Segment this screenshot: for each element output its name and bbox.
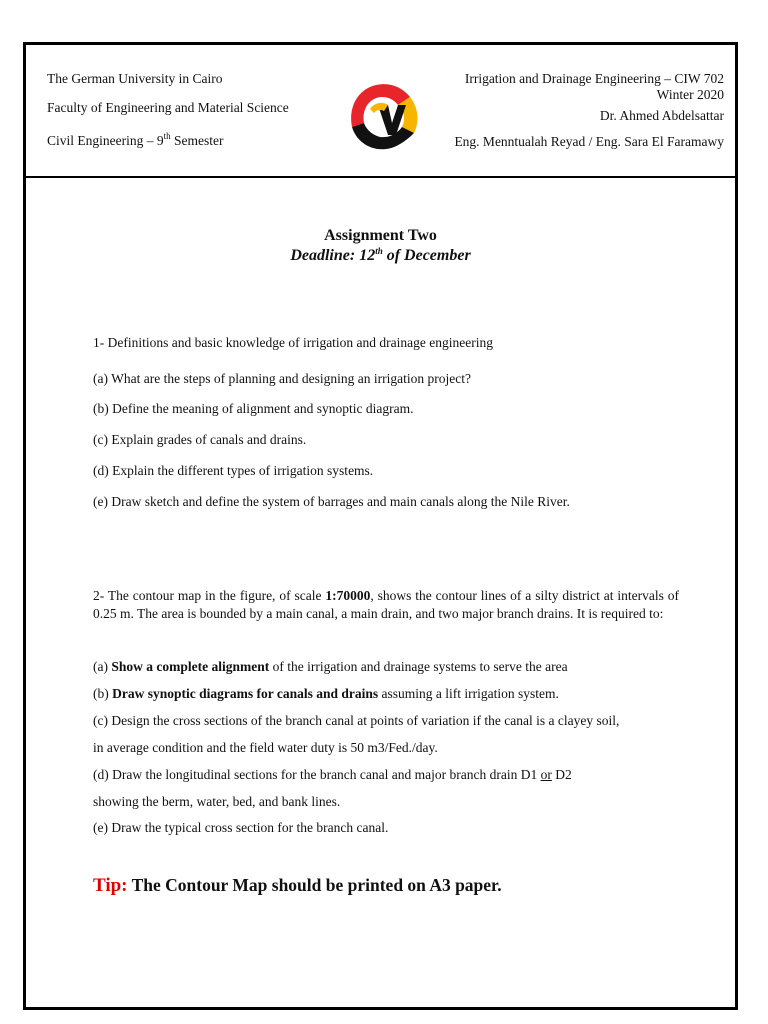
- page-frame: [23, 42, 738, 1010]
- q2-item-a: (a) Show a complete alignment of the irrigation and drainage systems to serve the area: [93, 659, 568, 674]
- q1-item-a: (a) What are the steps of planning and designing an irrigation project?: [93, 371, 471, 386]
- assignment-deadline: Deadline: 12th of December: [290, 246, 471, 264]
- term: Winter 2020: [656, 87, 724, 102]
- q2-item-e: (e) Draw the typical cross section for the branch canal.: [93, 820, 389, 835]
- q1-item-b: (b) Define the meaning of alignment and synoptic diagram.: [93, 401, 414, 416]
- teaching-assistants: Eng. Menntualah Reyad / Eng. Sara El Faramawy: [454, 134, 724, 149]
- tip-label: Tip:: [93, 875, 128, 896]
- q2-item-c-line1: (c) Design the cross sections of the branch canal at points of variation if the canal is a clayey soil,: [93, 713, 620, 728]
- instructor: Dr. Ahmed Abdelsattar: [599, 108, 724, 123]
- program-semester: Civil Engineering – 9th Semester: [47, 131, 224, 148]
- document-header: [26, 45, 735, 178]
- q2-intro: 2- The contour map in the figure, of scale 1:70000, shows the contour lines of a silty district at intervals of 0.25 m. The area is bounded by a main canal, a main drain, and two major branch drains. It is required to:: [93, 588, 679, 621]
- q2-item-b: (b) Draw synoptic diagrams for canals and drains assuming a lift irrigation system.: [93, 686, 559, 701]
- tip-note: Tip: The Contour Map should be printed on A3 paper.: [93, 875, 502, 896]
- q1-item-c: (c) Explain grades of canals and drains.: [93, 432, 307, 447]
- q2-item-c-line2: in average condition and the field water duty is 50 m3/Fed./day.: [93, 740, 438, 755]
- q2-item-d-line1: (d) Draw the longitudinal sections for the branch canal and major branch drain D1 or D2: [93, 767, 572, 782]
- university-name: The German University in Cairo: [47, 71, 223, 86]
- q1-item-e: (e) Draw sketch and define the system of barrages and main canals along the Nile River.: [93, 494, 570, 509]
- faculty-name: Faculty of Engineering and Material Science: [47, 100, 289, 115]
- course-name: Irrigation and Drainage Engineering – CIW 702: [464, 71, 724, 86]
- q1-item-d: (d) Explain the different types of irrigation systems.: [93, 463, 374, 478]
- q2-item-d-line2: showing the berm, water, bed, and bank lines.: [93, 794, 341, 809]
- university-logo-icon: [344, 75, 424, 155]
- q1-heading: 1- Definitions and basic knowledge of irrigation and drainage engineering: [93, 335, 493, 350]
- assignment-title: Assignment Two: [324, 227, 437, 244]
